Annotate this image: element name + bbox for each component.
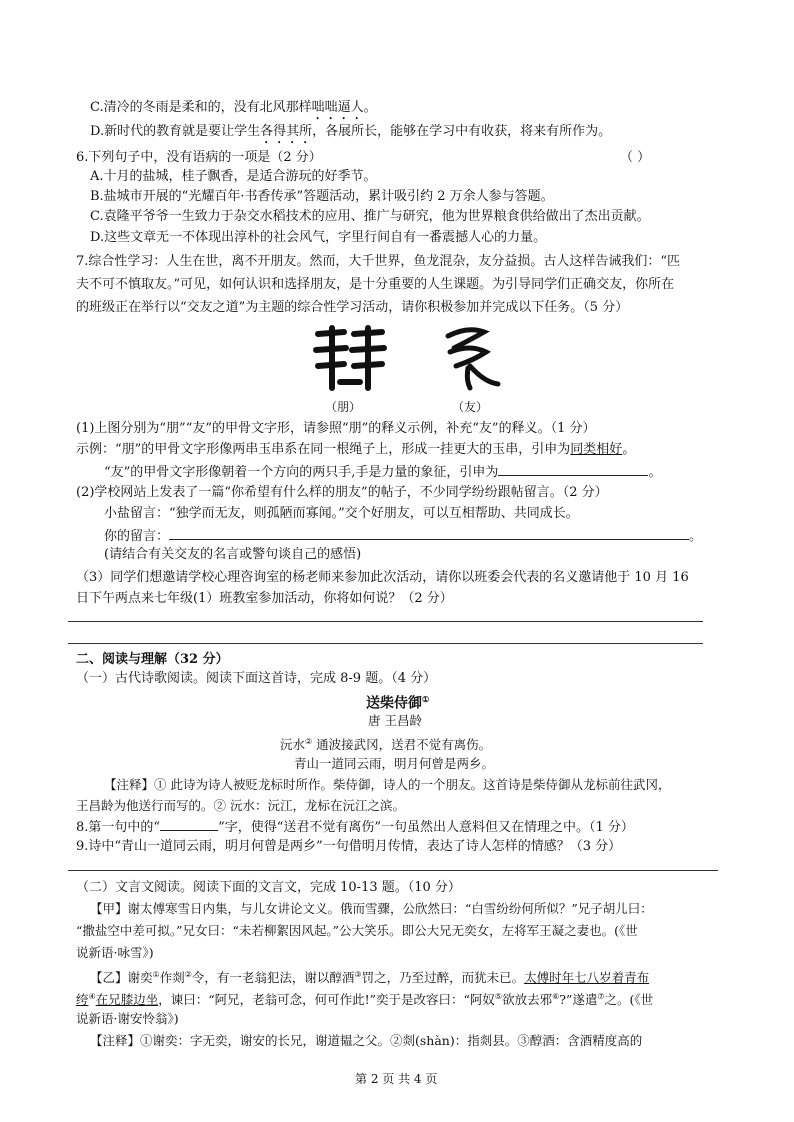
q5-option-c-emphasis: 咄咄逼人 [311, 100, 364, 115]
q7-you-answer-blank[interactable] [498, 462, 648, 476]
poem-line-2: 青山一道同云雨，明月何曾是两乡。 [294, 756, 495, 771]
q7-your-message [104, 526, 702, 546]
q7-your-message-end: 。 [689, 529, 703, 544]
q7-you-end: 。 [648, 465, 662, 480]
text-yi-2d: ?”遂遣 [559, 992, 598, 1008]
text-jia-line3: 说新语·咏雪》) [76, 945, 154, 960]
q7-your-message-label: 你的留言： [104, 529, 170, 544]
q7-stem-line3: 的班级正在举行以“交友之道”为主题的综合性学习活动，请你积极参加并完成以下任务。（5 分） [76, 300, 629, 315]
q6-answer-paren[interactable]: （ ） [620, 150, 651, 165]
text-jia-line1: 【甲】谢太傅寒雪日内集，与儿女讲论文义。俄而雪骤，公欣然曰：“白雪纷纷何所似？”兄子胡儿曰： [90, 901, 653, 916]
q7-sub3-line1: （3）同学们想邀请学校心理咨询室的杨老师来参加此次活动，请你以班委会代表的名义邀请他于 10 月 16 [76, 570, 689, 585]
text-yi-line1 [90, 966, 649, 987]
text-yi-underlined-1: 太傅时年七八岁着青布 [524, 970, 650, 986]
text-yi-mark6: ⑥ [552, 992, 560, 1001]
q7-you-definition [104, 462, 661, 482]
q8 [76, 817, 634, 837]
text-yi-2e: 之。(《世 [604, 992, 654, 1008]
page-footer: 第 2 页 共 4 页 [355, 1072, 438, 1086]
q7-example-answer: 同类相好 [570, 442, 623, 457]
q7-answer-line-1[interactable] [68, 621, 703, 622]
poem-notes-line2: 王昌龄为他送行而写的。② 沅水：沅江，龙标在沅江之滨。 [76, 798, 405, 813]
section2-intro: （二）文言文阅读。阅读下面的文言文，完成 10-13 题。（10 分） [76, 880, 461, 895]
q6-option-b: B.盐城市开展的“光耀百年·书香传承”答题活动，累计吸引约 2 万余人参与答题。 [90, 189, 554, 204]
q5-option-d-end: ，各展所长，能够在学习中有收获，将来有所作为。 [312, 124, 612, 139]
q6-option-c: C.袁隆平爷爷一生致力于杂交水稻技术的应用、推广与研究，他为世界粮食供给做出了杰出贡献。 [90, 209, 650, 224]
q7-your-message-blank[interactable] [169, 526, 689, 540]
poem-line-1-note-mark: ② [305, 737, 313, 746]
q8-text-end: ”字，使得“送君不觉有离伤”一句虽然出人意料但又在情理之中。（1 分） [218, 820, 634, 835]
text-yi-1c: 令，有一老翁犯法，谢以醇酒 [191, 970, 355, 986]
poem-title-note-mark: ① [422, 694, 430, 704]
text-yi-1b: 作剡 [159, 970, 185, 986]
q5-option-d [90, 123, 611, 147]
text-yi-mark3: ③ [354, 970, 362, 979]
oracle-glyph-peng [312, 322, 390, 392]
text-yi-mark7: ⑦ [597, 992, 605, 1001]
text-jia-line2: “撒盐空中差可拟。”兄女曰：“未若柳絮因风起。”公大笑乐。即公大兄无奕女，左将军王凝之妻也。(《世 [76, 923, 638, 938]
oracle-glyph-you [440, 322, 504, 392]
q7-sub1: (1)上图分别为“朋”“友”的甲骨文字形，请参照“朋”的释义示例，补充“友”的释义。（1 分） [76, 421, 596, 436]
text-yi-1a: 【乙】谢奕 [90, 970, 153, 986]
q8-text-start: 8.第一句中的“ [76, 820, 161, 835]
q8-answer-blank[interactable] [160, 817, 218, 831]
text-yi-2c: 欲放去邪 [502, 992, 553, 1008]
text-yi-underlined-2b: 在兄膝边坐 [95, 992, 159, 1008]
q7-sub3-line2: 日下午两点来七年级(1）班教室参加活动，你将如何说？（2 分） [76, 591, 453, 606]
text-yi-line2 [76, 988, 653, 1009]
q5-option-c-text: C.清冷的冬雨是柔和的，没有北风那样 [90, 100, 312, 115]
section1-intro: （一）古代诗歌阅读。阅读下面这首诗，完成 8-9 题。（4 分） [76, 671, 437, 686]
text-yi-notes: 【注释】①谢奕：字无奕，谢安的长兄，谢道韫之父。②剡(shàn)：指剡县。③醇酒：含酒精度高的 [90, 1033, 643, 1048]
q9-answer-line[interactable] [68, 870, 718, 871]
poem-author: 唐 王昌龄 [368, 713, 422, 728]
text-yi-mark1: ① [152, 970, 160, 979]
text-yi-1d: 罚之，乃至过醉，而犹未已。 [361, 970, 525, 986]
oracle-glyph-you-label: （友） [452, 400, 489, 414]
q6-option-a: A.十月的盐城，桂子飘香，是适合游玩的好季节。 [90, 169, 377, 184]
q6-stem: 6.下列句子中，没有语病的一项是（2 分） [76, 150, 322, 165]
q5-option-d-text: D.新时代的教育就是要让学生 [90, 124, 261, 139]
q5-option-c-end: 。 [363, 100, 377, 115]
q7-xiaoyan-message: 小盐留言：“独学而无友，则孤陋而寡闻。”交个好朋友，可以互相帮助、共同成长。 [104, 506, 579, 521]
q7-example-text: 示例：“朋”的甲骨文字形像两串玉串系在同一根绳子上，形成一挂更大的玉串，引申为 [76, 442, 571, 457]
text-yi-mark5: ⑤ [494, 992, 503, 1001]
text-yi-line3: 说新语·谢安怜翁》) [76, 1011, 179, 1026]
q7-answer-line-2[interactable] [68, 643, 703, 644]
poem-notes-line1: 【注释】① 此诗为诗人被贬龙标时所作。柴侍御，诗人的一个朋友。这首诗是柴侍御从龙标前往武冈， [104, 777, 671, 792]
q7-example-end: 。 [622, 442, 636, 457]
q7-example [76, 441, 635, 459]
q6-option-d: D.这些文章无一不体现出淳朴的社会风气，字里行间自有一番震撼人心的力量。 [90, 230, 547, 245]
poem-title-text: 送柴侍御 [366, 695, 422, 712]
q7-sub2: (2)学校网站上发表了一篇“你希望有什么样的朋友”的帖子，不少同学纷纷跟帖留言。（2 分） [76, 485, 608, 500]
q5-option-c [90, 99, 377, 123]
q7-stem-line1: 7.综合性学习：人生在世，离不开朋友。然而，大千世界，鱼龙混杂，友分益损。古人这样告诫我们：“匹 [76, 254, 681, 269]
part2-heading: 二、阅读与理解（32 分） [76, 652, 229, 667]
q9: 9.诗中“青山一道同云雨，明月何曾是两乡”一句借明月传情，表达了诗人怎样的情感？（3 分） [76, 839, 622, 854]
text-yi-2b: ，谏曰：“阿兄，老翁可念，何可作此!”奕于是改容曰：“阿奴 [158, 992, 495, 1008]
q5-option-d-emphasis: 各得其所 [260, 124, 313, 139]
poem-title [366, 690, 429, 713]
q7-stem-line2: 夫不可不慎取友。”可见，如何认识和选择朋友，是十分重要的人生课题。为引导同学们正确交友，你所在 [76, 277, 675, 292]
text-yi-mark4: ④ [88, 992, 96, 1001]
q7-hint: (请结合有关交友的名言或警句谈自己的感悟) [104, 547, 362, 562]
oracle-glyph-peng-label: （朋） [325, 400, 362, 414]
text-yi-mark2: ② [184, 970, 192, 979]
text-yi-underlined-2a: 绔 [76, 992, 89, 1008]
poem-line-1-start: 沅水 [280, 737, 306, 753]
q7-you-text: “友”的甲骨文字形像朝着一个方向的两只手,手是力量的象征，引申为 [104, 465, 499, 480]
poem-line-1 [280, 733, 491, 754]
poem-line-1-end: 通波接武冈，送君不觉有离伤。 [312, 737, 492, 753]
